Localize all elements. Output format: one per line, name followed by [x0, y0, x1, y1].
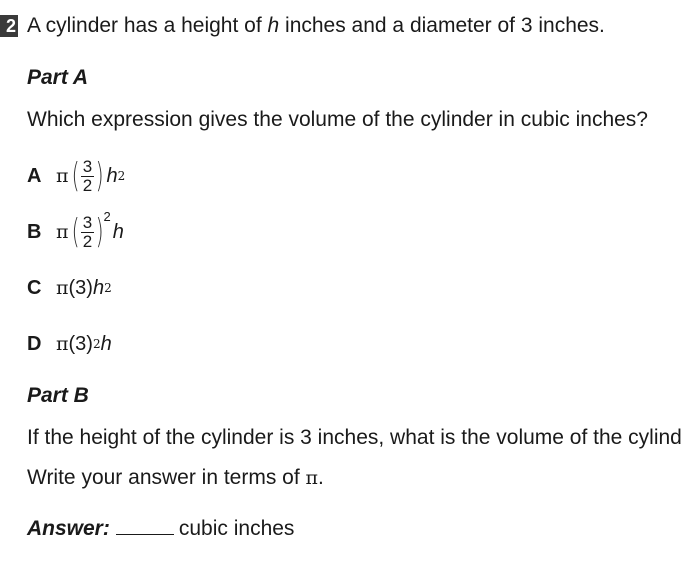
base-value: (3) [68, 276, 93, 299]
height-variable: h [106, 164, 118, 187]
pi-symbol: π [56, 165, 69, 187]
part-b-instruction [27, 465, 324, 491]
stem-text-end: inches and a diameter of 3 inches. [279, 14, 605, 37]
option-c[interactable] [27, 266, 112, 310]
fraction [81, 214, 94, 251]
option-a-expression: π ( $\frac{3}{2}$ ) h 2 [56, 156, 126, 196]
option-d[interactable] [27, 322, 112, 366]
exponent: 2 [103, 208, 111, 224]
option-c-expression: π (3) h 2 [56, 276, 112, 299]
fraction-denominator: 2 [82, 231, 93, 251]
stem-text-start: A cylinder has a height of [27, 14, 268, 37]
height-variable: h [112, 220, 124, 243]
pi-symbol: π [56, 221, 69, 243]
fraction-numerator: 3 [82, 212, 93, 232]
part-a-prompt: Which expression gives the volume of the cylinder in cubic inches? [27, 108, 648, 131]
height-variable: h [100, 332, 112, 355]
option-a[interactable] [27, 154, 125, 198]
right-paren: ) [95, 212, 104, 252]
answer-row [27, 516, 294, 542]
right-paren: ) [95, 156, 104, 196]
answer-label: Answer: [27, 517, 110, 540]
fraction [81, 158, 94, 195]
option-b-expression [56, 208, 124, 252]
part-a-title: Part A [27, 66, 89, 89]
option-d-expression: π (3) 2 h [56, 332, 112, 355]
option-letter: B [27, 220, 42, 243]
question-number: 2 [0, 15, 18, 37]
option-b[interactable] [27, 210, 124, 254]
height-variable: h [92, 276, 105, 299]
fraction-denominator: 2 [82, 175, 93, 195]
fraction-numerator: 3 [82, 156, 93, 176]
pi-symbol: π [56, 277, 69, 299]
stem-variable: h [267, 14, 280, 37]
option-letter: D [27, 332, 42, 355]
answer-blank[interactable] [116, 516, 174, 535]
option-letter: A [27, 164, 42, 187]
base-value: (3) [68, 332, 93, 355]
part-b-title: Part B [27, 384, 89, 407]
pi-symbol: π [56, 333, 69, 355]
part-b-prompt: If the height of the cylinder is 3 inches, what is the volume of the cylind [27, 426, 682, 449]
instruction-period: . [318, 466, 324, 489]
instruction-text: Write your answer in terms of [27, 466, 306, 489]
left-paren: ( [71, 212, 80, 252]
answer-unit: cubic inches [178, 517, 295, 540]
pi-symbol: π [305, 467, 319, 489]
question-stem [27, 13, 605, 39]
option-letter: C [27, 276, 42, 299]
left-paren: ( [71, 156, 80, 196]
